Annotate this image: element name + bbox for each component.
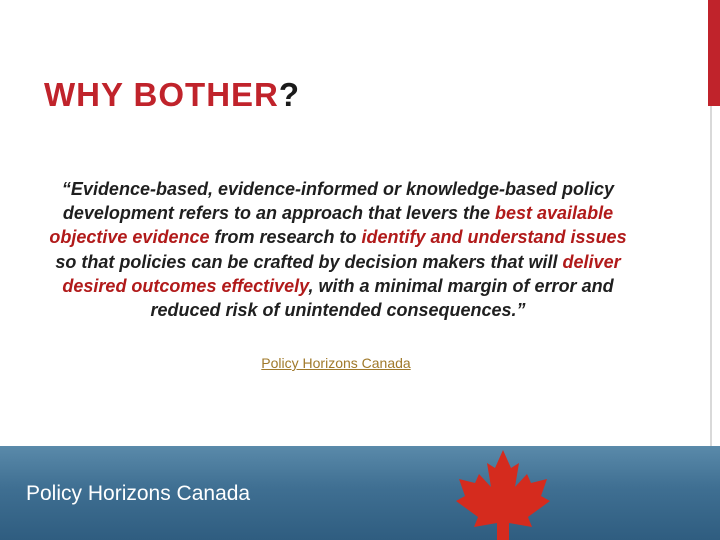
quote-segment: so that policies can be crafted by decision makers that will [55, 251, 563, 272]
title-main: WHY BOTHER [44, 76, 279, 113]
accent-bar [708, 0, 720, 106]
footer-brand-text: Policy Horizons Canada [26, 482, 251, 505]
footer-banner [0, 446, 720, 540]
quote-segment: from research to [209, 227, 362, 248]
accent-line [710, 106, 712, 446]
policy-quote [38, 177, 638, 322]
slide-title [44, 76, 300, 114]
quote-segment: “Evidence-based, evidence-informed or knowledge-based policy development refers to an approach that levers the [61, 179, 615, 224]
quote-highlight: deliver desired outcomes effectively [62, 251, 621, 296]
quote-highlight: identify and understand issues [361, 227, 627, 248]
maple-leaf-icon [428, 446, 578, 540]
source-link[interactable]: Policy Horizons Canada [261, 355, 411, 371]
quote-segment: , with a minimal margin of error and reduced risk of unintended consequences.” [150, 275, 614, 321]
source-link-row [0, 355, 672, 371]
title-punctuation: ? [278, 76, 301, 113]
quote-highlight: best available objective evidence [49, 203, 614, 248]
